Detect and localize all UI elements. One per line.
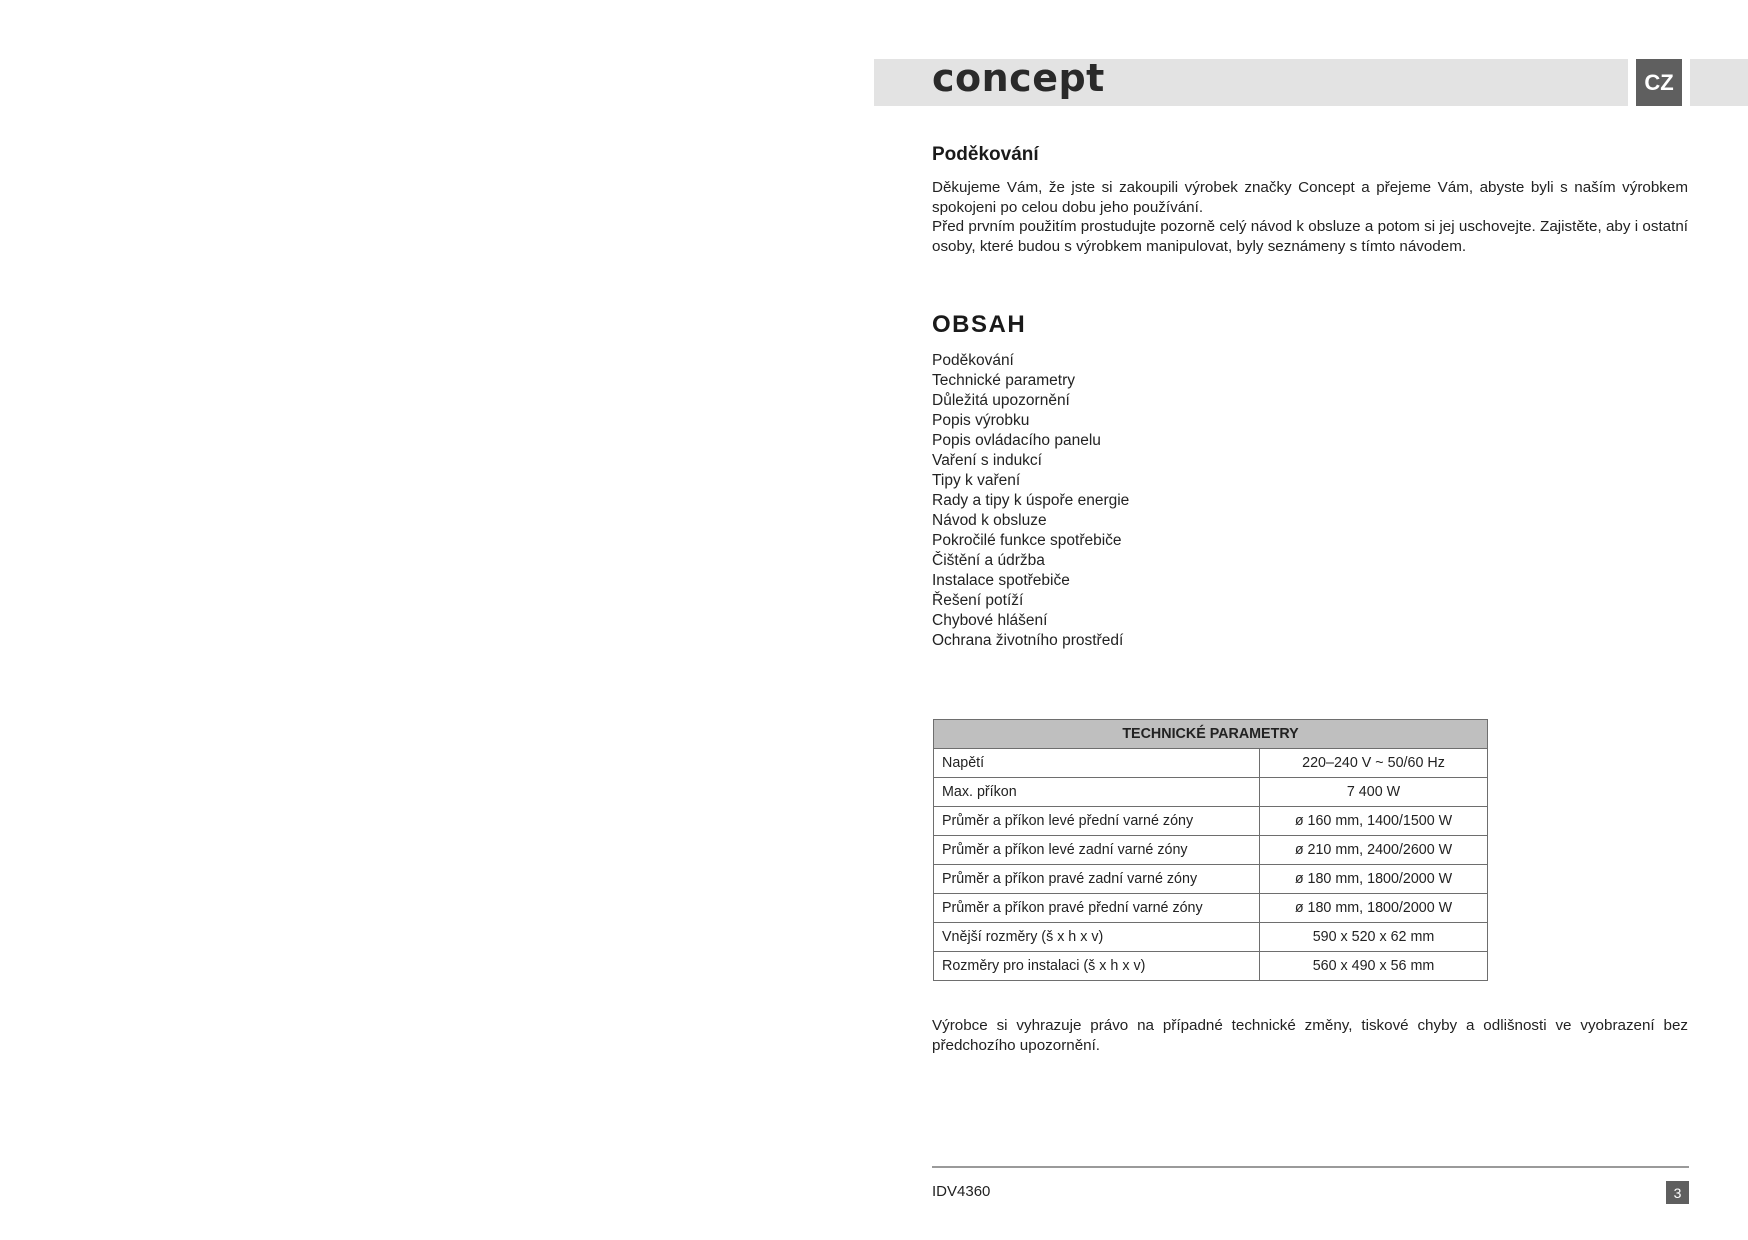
param-value: 220–240 V ~ 50/60 Hz [1260,749,1488,778]
table-row [934,749,1488,778]
brand-logo: concept [932,56,1105,100]
param-label: Rozměry pro instalaci (š x h x v) [934,952,1260,981]
disclaimer-text: Výrobce si vyhrazuje právo na případné technické změny, tiskové chyby a odlišnosti ve vyobrazení bez předchozího upozornění. [932,1017,1688,1054]
table-of-contents [932,351,1129,651]
contents-heading: OBSAH [932,311,1027,338]
table-row [934,952,1488,981]
toc-item: Pokročilé funkce spotřebiče [932,532,1122,549]
toc-item: Důležitá upozornění [932,392,1070,409]
page-number: 3 [1666,1181,1689,1204]
toc-item: Čištění a údržba [932,552,1045,569]
param-label: Průměr a příkon pravé zadní varné zóny [934,865,1260,894]
table-row [934,807,1488,836]
thanks-heading: Poděkování [932,144,1039,165]
technical-parameters-table [933,719,1488,981]
thanks-paragraph-2: Před prvním použitím prostudujte pozorně celý návod k obsluze a potom si jej uschovejte. Zajistěte, aby i ostatní osoby, které budou s výrobkem manipulovat, byly seznámeny s tímto návodem. [932,218,1688,255]
param-label: Max. příkon [934,778,1260,807]
param-label: Napětí [934,749,1260,778]
param-value: ø 160 mm, 1400/1500 W [1260,807,1488,836]
param-value: ø 210 mm, 2400/2600 W [1260,836,1488,865]
param-label: Průměr a příkon pravé přední varné zóny [934,894,1260,923]
language-badge: CZ [1636,59,1682,106]
footer-divider [932,1166,1689,1168]
param-label: Průměr a příkon levé zadní varné zóny [934,836,1260,865]
param-label: Vnější rozměry (š x h x v) [934,923,1260,952]
toc-item: Tipy k vaření [932,472,1021,489]
toc-item: Popis výrobku [932,412,1030,429]
toc-item: Vaření s indukcí [932,452,1042,469]
param-value: ø 180 mm, 1800/2000 W [1260,865,1488,894]
toc-item: Rady a tipy k úspoře energie [932,492,1130,509]
toc-item: Chybové hlášení [932,612,1048,629]
toc-item: Technické parametry [932,372,1076,389]
toc-item: Popis ovládacího panelu [932,432,1101,449]
table-row [934,894,1488,923]
table-title: TECHNICKÉ PARAMETRY [934,720,1488,749]
table-row [934,836,1488,865]
toc-item: Řešení potíží [932,592,1024,609]
table-row [934,865,1488,894]
thanks-text [932,178,1688,256]
toc-item: Instalace spotřebiče [932,572,1070,589]
toc-item: Poděkování [932,352,1014,369]
model-number: IDV4360 [932,1183,991,1200]
param-label: Průměr a příkon levé přední varné zóny [934,807,1260,836]
table-row [934,923,1488,952]
param-value: 7 400 W [1260,778,1488,807]
table-header-row [934,720,1488,749]
param-value: 590 x 520 x 62 mm [1260,923,1488,952]
table-row [934,778,1488,807]
toc-item: Ochrana životního prostředí [932,632,1124,649]
header-bar-end [1690,59,1748,106]
thanks-paragraph-1: Děkujeme Vám, že jste si zakoupili výrobek značky Concept a přejeme Vám, abyste byli s naším výrobkem spokojeni po celou dobu jeho používání. [932,179,1688,216]
param-value: 560 x 490 x 56 mm [1260,952,1488,981]
toc-item: Návod k obsluze [932,512,1047,529]
param-value: ø 180 mm, 1800/2000 W [1260,894,1488,923]
